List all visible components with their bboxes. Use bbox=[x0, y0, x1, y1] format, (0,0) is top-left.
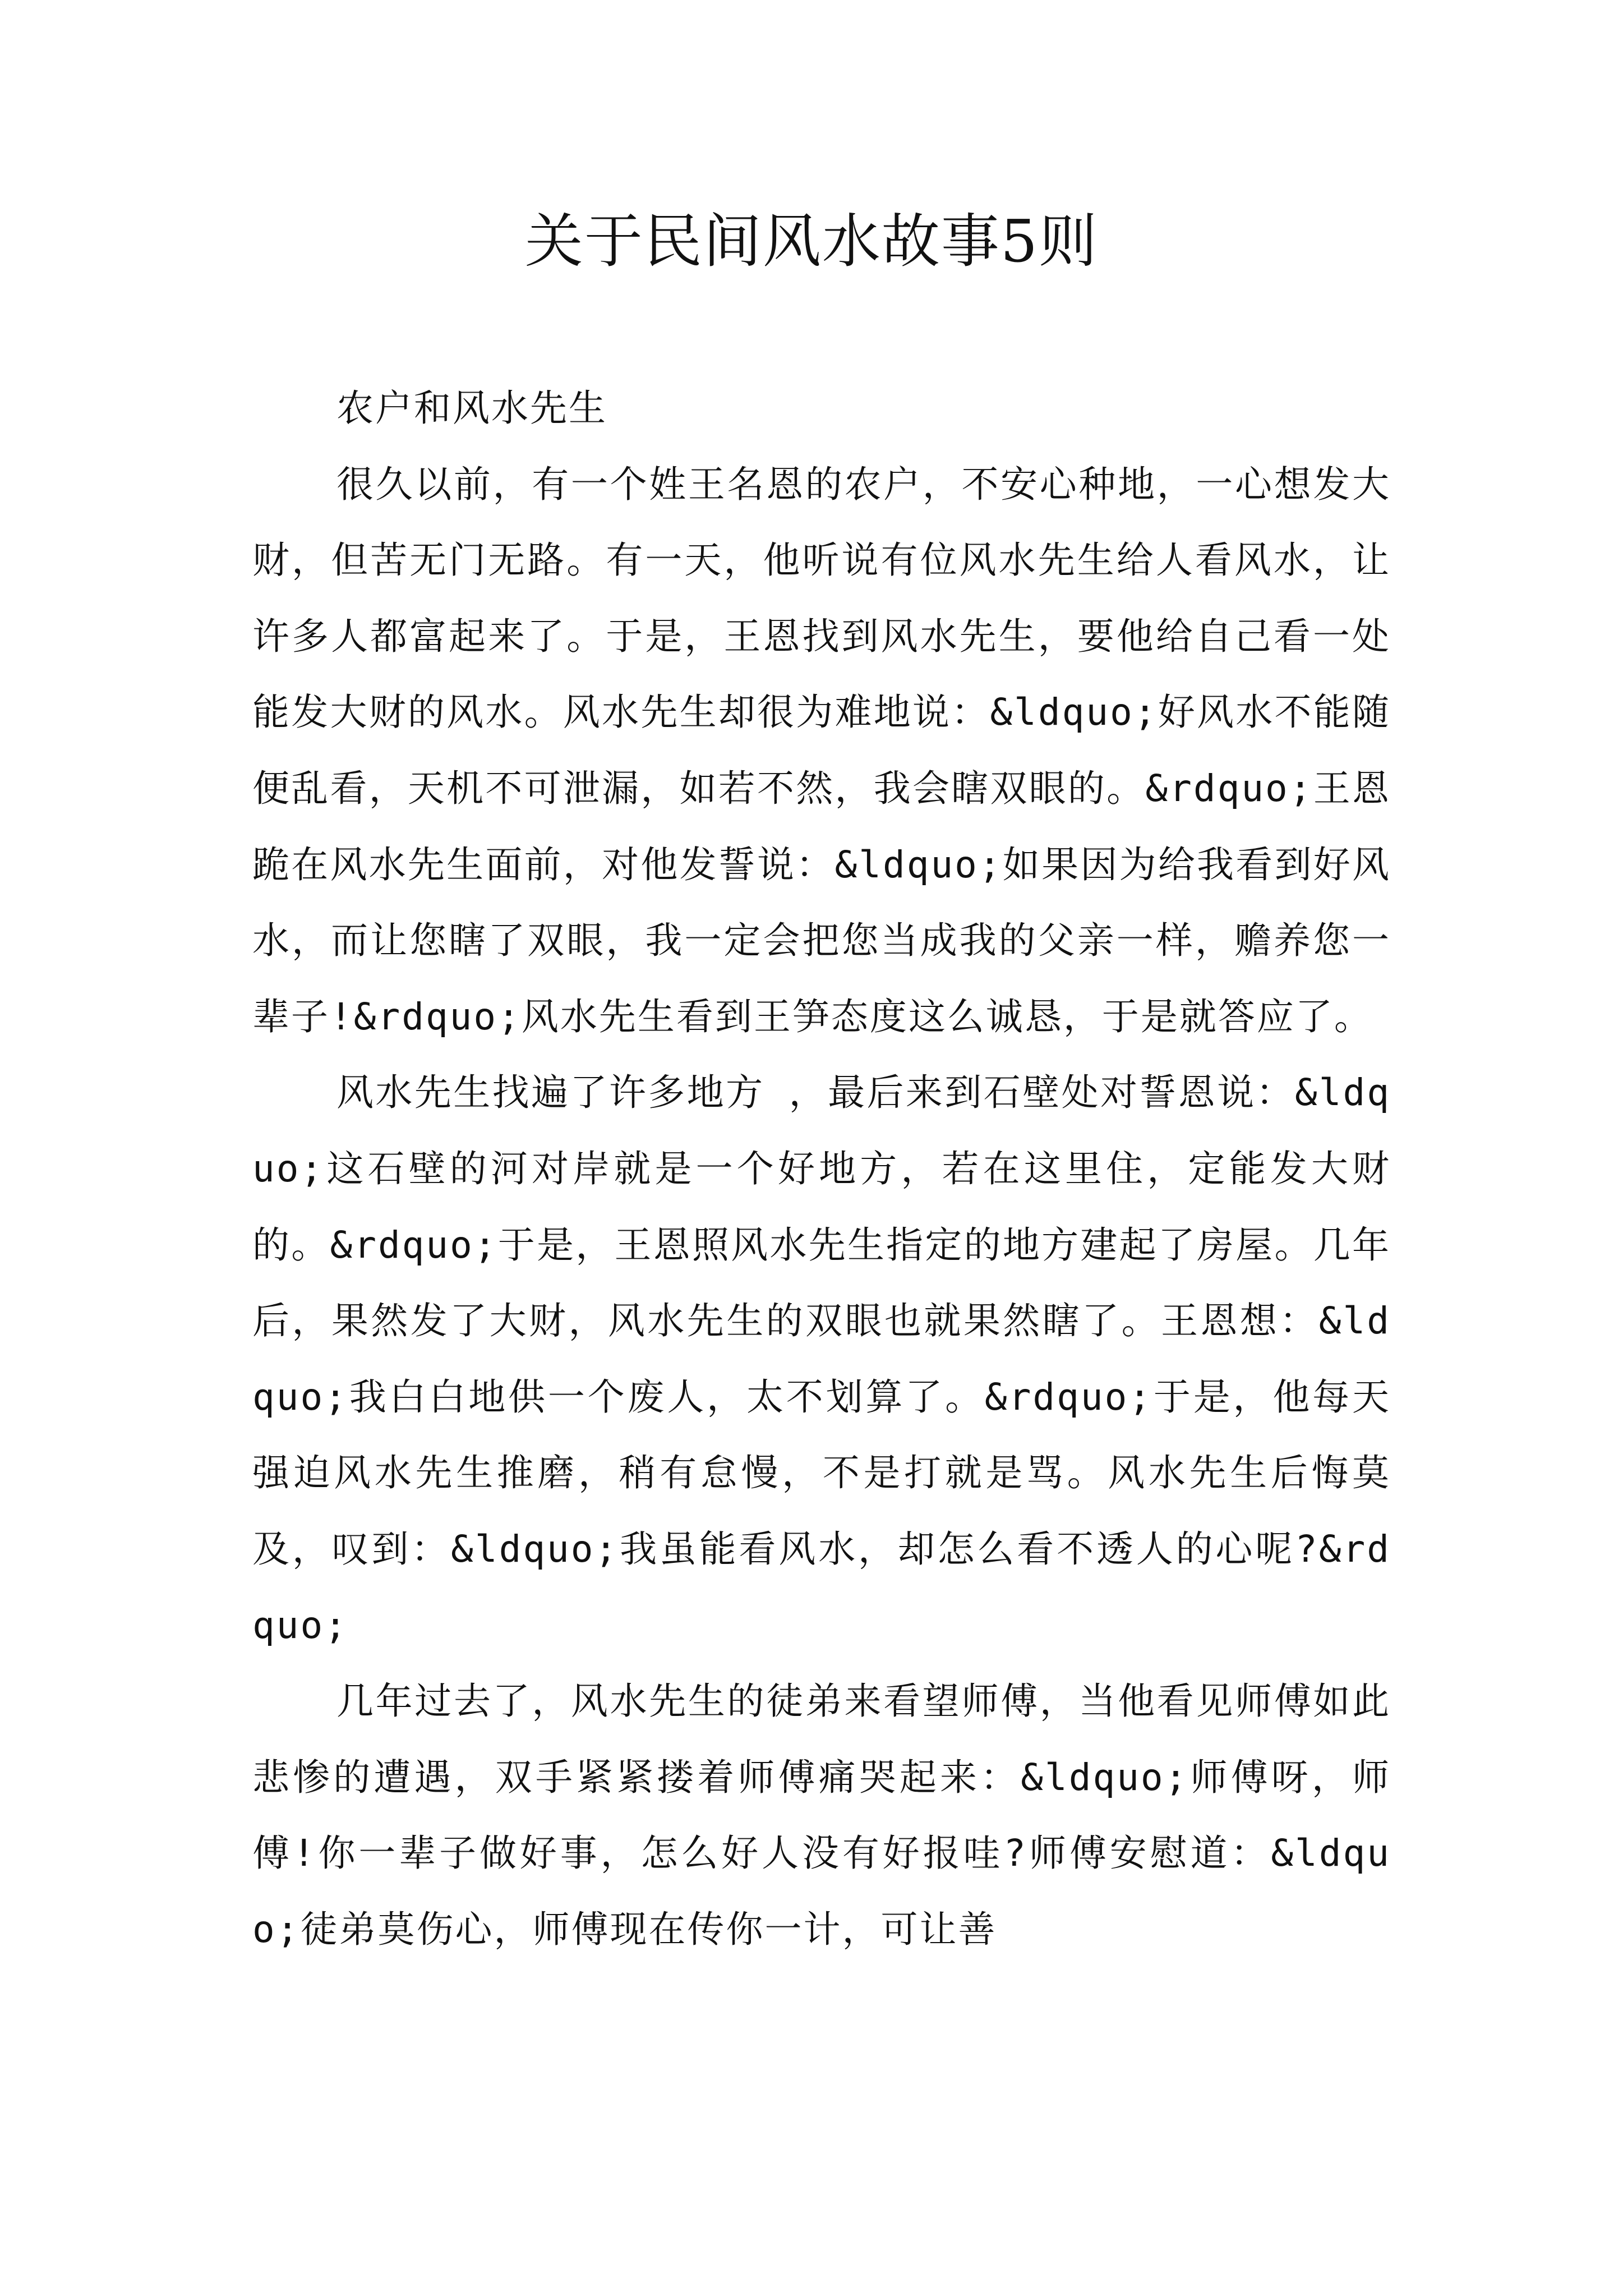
section-heading: 农户和风水先生 bbox=[336, 386, 607, 430]
document-title: 关于民间风水故事5则 bbox=[524, 207, 1099, 275]
paragraph: 风水先生找遍了许多地方 ，最后来到石壁处对誓恩说：&ldquo;这石壁的河对岸就是一个好地方，若在这里住，定能发大财的。&rdquo;于是，王恩照风水先生指定的地方建起了房屋。几年后，果然发了大财，风水先生的双眼也就果然瞎了。王恩想：&ldquo;我白白地供一个废人，太不划算了。&rdquo;于是，他每天强迫风水先生推磨，稍有怠慢，不是打就是骂。风水先生后悔莫及，叹到：&ldquo;我虽能看风水，却怎么看不透人的心呢?&rdquo; bbox=[252, 1071, 1391, 1647]
paragraph: 很久以前，有一个姓王名恩的农户，不安心种地，一心想发大财，但苦无门无路。有一天，他听说有位风水先生给人看风水，让许多人都富起来了。于是，王恩找到风水先生，要他给自己看一处能发大财的风水。风水先生却很为难地说：&ldquo;好风水不能随便乱看，天机不可泄漏，如若不然，我会瞎双眼的。&rdquo;王恩跪在风水先生面前，对他发誓说：&ldquo;如果因为给我看到好风水，而让您瞎了双眼，我一定会把您当成我的父亲一样，赡养您一辈子!&rdquo;风水先生看到王笋态度这么诚恳，于是就答应了。 bbox=[252, 462, 1391, 1038]
paragraph: 几年过去了，风水先生的徒弟来看望师傅，当他看见师傅如此悲惨的遭遇，双手紧紧搂着师傅痛哭起来：&ldquo;师傅呀，师傅!你一辈子做好事，怎么好人没有好报哇?师傅安慰道：&ldquo;徒弟莫伤心，师傅现在传你一计，可让善 bbox=[252, 1680, 1391, 1951]
document-body bbox=[252, 370, 1391, 1967]
